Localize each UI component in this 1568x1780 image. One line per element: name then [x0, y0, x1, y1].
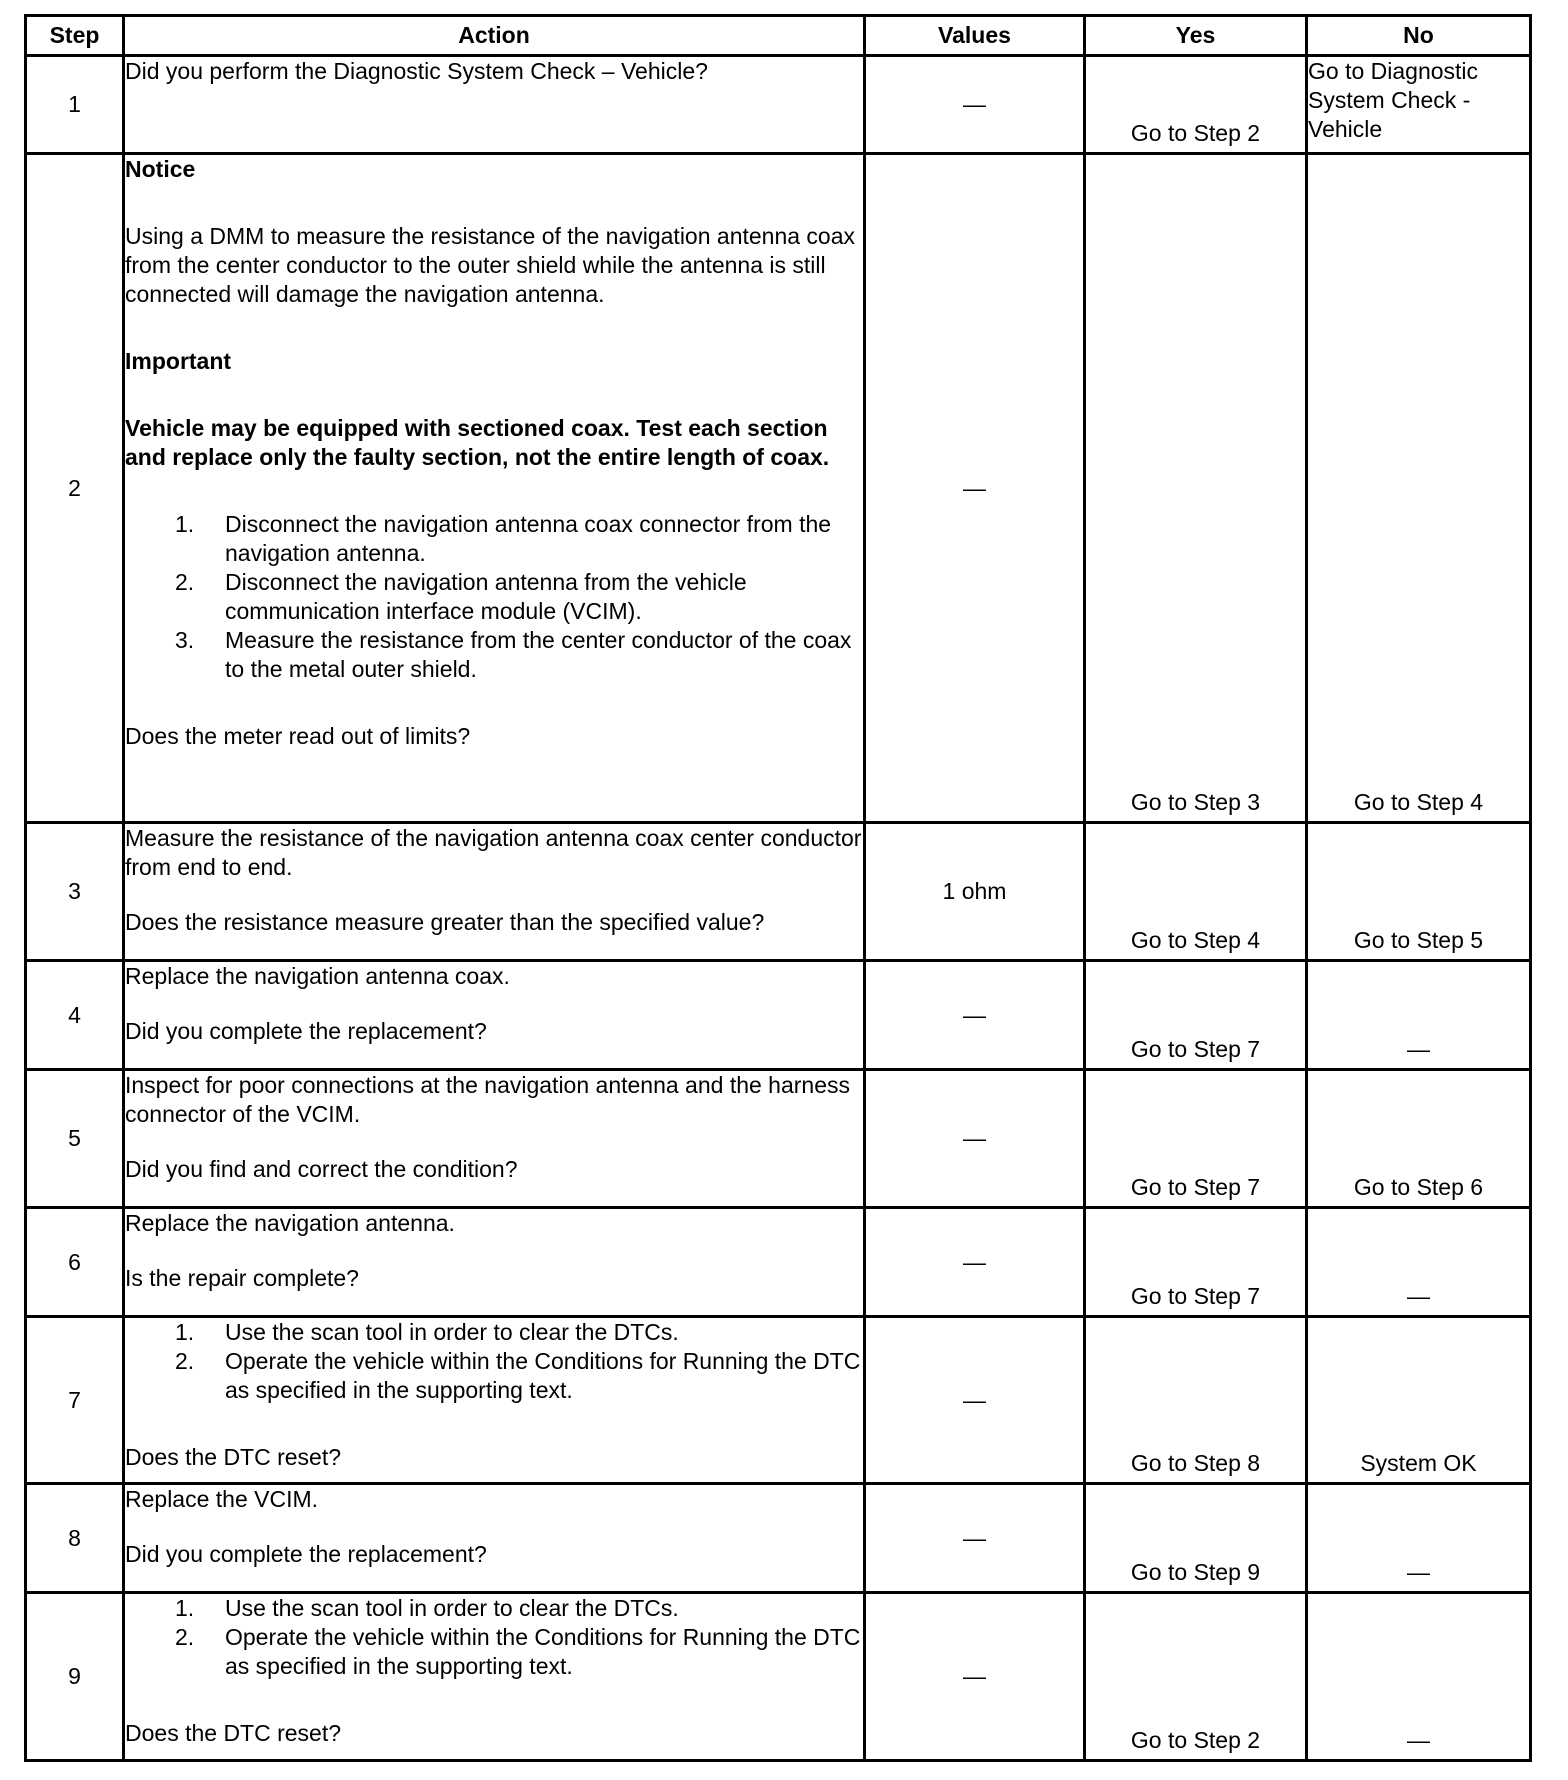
diagnostic-table — [24, 14, 1532, 1762]
list-item: 3. Measure the resistance from the center conductor of the coax to the metal outer shield. — [175, 627, 852, 682]
table-row — [26, 823, 1531, 961]
step-number: 5 — [26, 1070, 124, 1208]
action-instruction: Replace the navigation antenna coax. — [125, 963, 510, 989]
table-row — [26, 56, 1531, 154]
table-row — [26, 961, 1531, 1070]
values-cell: — — [865, 1317, 1085, 1484]
no-cell — [1307, 56, 1531, 154]
procedure-list — [125, 510, 863, 684]
yes-link[interactable]: Go to Step 4 — [1130, 927, 1261, 953]
step-number: 2 — [26, 154, 124, 823]
no-link[interactable]: Go to Step 6 — [1353, 1174, 1484, 1200]
action-instruction: Measure the resistance of the navigation antenna coax center conductor from end to end. — [125, 825, 862, 880]
procedure-list — [125, 1318, 863, 1405]
header-no: No — [1307, 16, 1531, 56]
values-cell: — — [865, 961, 1085, 1070]
table-row — [26, 1317, 1531, 1484]
no-cell — [1307, 1070, 1531, 1208]
no-link: — — [1407, 1283, 1430, 1309]
list-item: 2. Operate the vehicle within the Conditions for Running the DTC as specified in the supporting text. — [175, 1348, 861, 1403]
action-question: Does the DTC reset? — [125, 1720, 342, 1746]
yes-cell — [1085, 1593, 1307, 1761]
header-values: Values — [865, 16, 1085, 56]
step-number: 6 — [26, 1208, 124, 1317]
action-instruction: Replace the navigation antenna. — [125, 1210, 455, 1236]
action-cell — [124, 1208, 865, 1317]
no-link: — — [1407, 1036, 1430, 1062]
yes-cell — [1085, 823, 1307, 961]
list-item: 1. Use the scan tool in order to clear the DTCs. — [175, 1319, 679, 1345]
table-row — [26, 1208, 1531, 1317]
list-item: 2. Disconnect the navigation antenna from the vehicle communication interface module (VCIM). — [175, 569, 747, 624]
action-cell — [124, 1484, 865, 1593]
no-cell — [1307, 154, 1531, 823]
step-number: 3 — [26, 823, 124, 961]
yes-link[interactable]: Go to Step 2 — [1130, 120, 1261, 146]
yes-link[interactable]: Go to Step 3 — [1130, 789, 1261, 815]
action-cell — [124, 961, 865, 1070]
action-question: Did you find and correct the condition? — [125, 1156, 518, 1182]
no-link[interactable]: Go to Diagnostic System Check - Vehicle — [1308, 58, 1479, 142]
list-item: 2. Operate the vehicle within the Conditions for Running the DTC as specified in the supporting text. — [175, 1624, 861, 1679]
yes-link[interactable]: Go to Step 7 — [1130, 1036, 1261, 1062]
action-question: Did you complete the replacement? — [125, 1541, 487, 1567]
action-instruction: Inspect for poor connections at the navigation antenna and the harness connector of the VCIM. — [125, 1072, 851, 1127]
action-cell — [124, 56, 865, 154]
table-row — [26, 1484, 1531, 1593]
step-number: 1 — [26, 56, 124, 154]
action-cell — [124, 1593, 865, 1761]
yes-cell — [1085, 1208, 1307, 1317]
no-link[interactable]: Go to Step 4 — [1353, 789, 1484, 815]
yes-link[interactable]: Go to Step 8 — [1130, 1450, 1261, 1476]
no-cell — [1307, 1593, 1531, 1761]
action-question: Does the DTC reset? — [125, 1444, 342, 1470]
yes-cell — [1085, 961, 1307, 1070]
action-cell — [124, 1317, 865, 1484]
yes-link[interactable]: Go to Step 9 — [1130, 1559, 1261, 1585]
yes-link[interactable]: Go to Step 7 — [1130, 1174, 1261, 1200]
yes-link[interactable]: Go to Step 7 — [1130, 1283, 1261, 1309]
yes-link[interactable]: Go to Step 2 — [1130, 1727, 1261, 1753]
notice-text: Using a DMM to measure the resistance of the navigation antenna coax from the center conductor to the outer shield while the antenna is still connected will damage the navigation antenna. — [125, 223, 856, 307]
values-cell: — — [865, 1593, 1085, 1761]
notice-label: Notice — [125, 156, 196, 182]
action-question: Did you perform the Diagnostic System Check – Vehicle? — [125, 58, 708, 84]
step-number: 9 — [26, 1593, 124, 1761]
yes-cell — [1085, 1317, 1307, 1484]
header-yes: Yes — [1085, 16, 1307, 56]
yes-cell — [1085, 154, 1307, 823]
no-cell — [1307, 823, 1531, 961]
action-question: Did you complete the replacement? — [125, 1018, 487, 1044]
important-text: Vehicle may be equipped with sectioned coax. Test each section and replace only the faulty section, not the entire length of coax. — [125, 415, 830, 470]
values-cell: — — [865, 1070, 1085, 1208]
action-cell — [124, 1070, 865, 1208]
no-cell — [1307, 1208, 1531, 1317]
header-row — [26, 16, 1531, 56]
step-number: 7 — [26, 1317, 124, 1484]
table-row — [26, 1593, 1531, 1761]
step-number: 8 — [26, 1484, 124, 1593]
values-cell: — — [865, 1484, 1085, 1593]
yes-cell — [1085, 1484, 1307, 1593]
action-cell — [124, 823, 865, 961]
list-item: 1. Disconnect the navigation antenna coax connector from the navigation antenna. — [175, 511, 832, 566]
action-question: Is the repair complete? — [125, 1265, 359, 1291]
yes-cell — [1085, 56, 1307, 154]
no-link[interactable]: Go to Step 5 — [1353, 927, 1484, 953]
values-cell: — — [865, 56, 1085, 154]
action-cell — [124, 154, 865, 823]
values-cell: — — [865, 1208, 1085, 1317]
no-link: System OK — [1360, 1450, 1477, 1476]
diagnostic-page — [24, 14, 1529, 1762]
header-action: Action — [124, 16, 865, 56]
no-cell — [1307, 1317, 1531, 1484]
no-cell — [1307, 1484, 1531, 1593]
important-label: Important — [125, 348, 232, 374]
header-step: Step — [26, 16, 124, 56]
no-link: — — [1407, 1727, 1430, 1753]
yes-cell — [1085, 1070, 1307, 1208]
action-instruction: Replace the VCIM. — [125, 1486, 319, 1512]
no-link: — — [1407, 1559, 1430, 1585]
values-cell: — — [865, 154, 1085, 823]
action-question: Does the meter read out of limits? — [125, 723, 471, 749]
list-item: 1. Use the scan tool in order to clear the DTCs. — [175, 1595, 679, 1621]
values-cell: 1 ohm — [865, 823, 1085, 961]
table-row — [26, 1070, 1531, 1208]
action-question: Does the resistance measure greater than the specified value? — [125, 909, 765, 935]
no-cell — [1307, 961, 1531, 1070]
step-number: 4 — [26, 961, 124, 1070]
procedure-list — [125, 1594, 863, 1681]
table-row — [26, 154, 1531, 823]
